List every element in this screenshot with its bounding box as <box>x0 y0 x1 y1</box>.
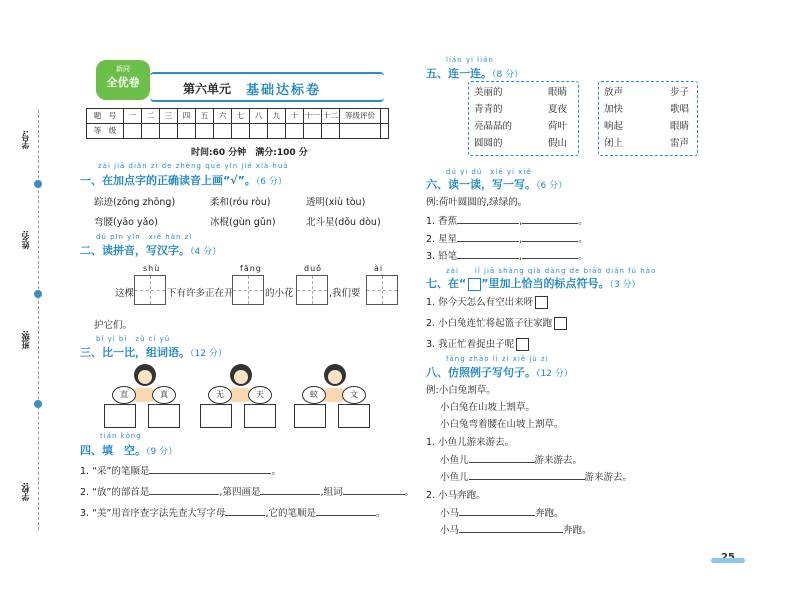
s2-write-box-2[interactable] <box>232 275 264 305</box>
score-col-header: 二 <box>142 109 160 123</box>
s8-q1: 1. 小鱼儿游来游去。 <box>426 437 515 448</box>
pair-char-1a: 直 <box>112 386 136 404</box>
s7-title: 七、在“ ”里加上恰当的标点符号。（3 分） <box>426 277 641 290</box>
s6-blank-1b[interactable] <box>522 214 578 224</box>
pair-illustration-2 <box>200 360 280 430</box>
grade-cell[interactable] <box>160 124 178 138</box>
s1-item-4: 弯腰(yāo yǎo) <box>94 217 158 228</box>
s6-blank-1a[interactable] <box>457 214 519 224</box>
s8-q2-line-1: 小马 奔跑。 <box>440 508 564 519</box>
pair-char-3b: 文 <box>342 386 366 404</box>
s7-item-3: 3. 我正忙着捉虫子呢 <box>426 336 529 351</box>
s2-py-1: shù <box>143 264 161 273</box>
s5-left-match[interactable]: 夏夜 <box>548 104 568 115</box>
school-label: 学校: <box>21 482 30 502</box>
s5-left-item[interactable]: 亮晶晶的 <box>474 121 513 132</box>
s4-q2-blank-2[interactable] <box>260 485 320 495</box>
unit-label: 第六单元 <box>183 82 232 96</box>
time-info: 时间:60 分钟 满分:100 分 <box>191 148 308 158</box>
score-col-header: 九 <box>268 109 286 123</box>
logo-badge <box>96 60 150 100</box>
s1-title: 一、在加点字的正确读音上画“√”。（6 分） <box>80 174 287 187</box>
grade-cell[interactable] <box>286 124 304 138</box>
s2-write-box-3[interactable] <box>296 275 328 305</box>
s4-q2-blank-1[interactable] <box>149 485 219 495</box>
s2-text-3: 的小花 <box>265 288 294 299</box>
s5-right-match[interactable]: 眼睛 <box>670 121 690 132</box>
s8-example-3: 小白兔弯着腰在山坡上割草。 <box>440 419 564 430</box>
pair-char-1b: 真 <box>152 386 176 404</box>
s8-blank-4[interactable] <box>459 523 563 533</box>
s2-title: 二、读拼音，写汉字。（4 分） <box>80 244 222 257</box>
s6-item-1: 1. 香蕉 , 。 <box>426 216 588 227</box>
s5-right-match[interactable]: 歌唱 <box>670 104 690 115</box>
s2-py-4: ài <box>374 264 384 273</box>
grade-cell[interactable] <box>304 124 322 138</box>
s8-blank-3[interactable] <box>459 506 535 516</box>
s7-pinyin: zài lǐ jiā shàng qià dàng de biāo diǎn fú hào <box>446 267 657 275</box>
s7-answer-box-1[interactable] <box>535 296 548 309</box>
s6-item-2: 2. 星星 , 。 <box>426 234 588 245</box>
s3-pinyin: bǐ yi bǐ zǔ cí yǔ <box>96 335 171 343</box>
score-col-header: 十二 <box>322 109 340 123</box>
s8-pinyin: fǎng zhào lì zi xiě jù zi <box>446 355 549 363</box>
answer-box-2a[interactable] <box>200 404 232 428</box>
s2-text-2: 下有许多正在开 <box>167 288 234 299</box>
s5-left-item[interactable]: 美丽的 <box>474 87 503 98</box>
s5-left-item[interactable]: 青青的 <box>474 104 503 115</box>
s6-item-3: 3. 铅笔 , 。 <box>426 251 588 262</box>
s5-left-match[interactable]: 假山 <box>548 138 568 149</box>
s2-write-box-4[interactable] <box>366 275 398 305</box>
s5-right-match[interactable]: 雷声 <box>670 138 690 149</box>
s4-q2: 2. “放”的部首是 ,第四画是 ,组词 。 <box>80 487 415 498</box>
answer-box-3a[interactable] <box>294 404 326 428</box>
grade-cell[interactable] <box>340 124 381 138</box>
pair-char-2b: 天 <box>248 386 272 404</box>
grade-cell[interactable] <box>124 124 142 138</box>
s8-example-1: 例:小白兔割草。 <box>426 385 496 396</box>
s6-title: 六、读一读，写一写。（6 分） <box>426 178 568 191</box>
grade-cell[interactable] <box>214 124 232 138</box>
s5-right-match[interactable]: 步子 <box>670 87 690 98</box>
student-no-label: 学号: <box>21 130 30 150</box>
s5-left-item[interactable]: 圆圆的 <box>474 138 503 149</box>
s7-item-1: 1. 你今天怎么有空出来呀 <box>426 294 548 309</box>
grade-cell[interactable] <box>196 124 214 138</box>
s5-right-item[interactable]: 闭上 <box>604 138 624 149</box>
answer-box-1b[interactable] <box>148 404 180 428</box>
page-number <box>715 545 741 561</box>
s6-blank-3b[interactable] <box>522 249 578 259</box>
score-col-header: 三 <box>160 109 178 123</box>
s6-pinyin: dú yi dú xiě yi xiě <box>446 168 532 176</box>
s2-write-box-1[interactable] <box>134 275 166 305</box>
s2-py-2: fāng <box>240 264 262 273</box>
s2-text-5: 护它们。 <box>94 320 133 331</box>
s8-q1-line-2: 小鱼儿 游来游去。 <box>440 472 633 483</box>
score-col-header: 八 <box>250 109 268 123</box>
grade-cell[interactable] <box>268 124 286 138</box>
s3-title: 三、比一比，组词语。（12 分） <box>80 346 227 359</box>
s1-item-3: 透明(xiù tòu) <box>306 197 366 208</box>
score-col-header: 六 <box>214 109 232 123</box>
binding-margin <box>20 110 60 540</box>
grade-cell[interactable] <box>250 124 268 138</box>
s4-q3-blank-1[interactable] <box>225 506 265 516</box>
s5-right-item[interactable]: 放声 <box>604 87 624 98</box>
s7-item-2: 2. 小白兔连忙将起篮子往家跑 <box>426 315 567 330</box>
s6-blank-2b[interactable] <box>522 232 578 242</box>
s8-example-2: 小白兔在山坡上割草。 <box>440 402 536 413</box>
s4-pinyin: tián kòng <box>100 432 142 440</box>
score-col-header: 等级评价 <box>340 109 381 123</box>
s4-q3-blank-2[interactable] <box>316 506 376 516</box>
logo-line2: 全优卷 <box>106 76 140 89</box>
grade-cell[interactable] <box>142 124 160 138</box>
s6-example: 例:荷叶圆圆的,绿绿的。 <box>426 197 528 208</box>
s5-pinyin: lián yi lián <box>446 56 494 64</box>
grade-cell[interactable] <box>178 124 196 138</box>
s8-q2-line-2: 小马 奔跑。 <box>440 525 592 536</box>
score-col-header: 一 <box>124 109 142 123</box>
s1-item-2: 柔和(róu ròu) <box>210 197 271 208</box>
s1-item-1: 踪迹(zōng zhōng) <box>94 197 176 208</box>
s2-py-3: duǒ <box>304 264 323 273</box>
s4-q2-blank-3[interactable] <box>343 485 405 495</box>
score-col-header: 四 <box>178 109 196 123</box>
s8-blank-2[interactable] <box>469 470 585 480</box>
s8-blank-1[interactable] <box>469 453 535 463</box>
s4-q1-blank[interactable] <box>149 464 271 474</box>
score-col-header: 十一 <box>304 109 322 123</box>
score-col-header: 题 号 <box>87 109 124 123</box>
s5-left-match[interactable]: 眼睛 <box>548 87 568 98</box>
answer-box-3b[interactable] <box>338 404 370 428</box>
s2-pinyin: dú pīn yīn xiě hàn zì <box>96 233 193 241</box>
s7-answer-box-3[interactable] <box>516 338 529 351</box>
answer-box-1a[interactable] <box>104 404 136 428</box>
s4-q1: 1. “采”的笔顺是 。 <box>80 466 281 477</box>
s5-title: 五、连一连。（8 分） <box>426 67 524 80</box>
grade-cell[interactable] <box>322 124 340 138</box>
pair-illustration-3 <box>294 360 374 430</box>
pair-illustration-1 <box>104 360 184 430</box>
answer-box-2b[interactable] <box>244 404 276 428</box>
grade-row-label: 等 级 <box>87 124 124 138</box>
name-label: 姓名: <box>21 230 30 250</box>
s6-blank-3a[interactable] <box>457 249 519 259</box>
s8-q2: 2. 小马奔跑。 <box>426 490 486 501</box>
s4-q3: 3. “美”用音序查字法先查大写字母 ,它的笔顺是 。 <box>80 508 386 519</box>
s5-right-item[interactable]: 加快 <box>604 104 624 115</box>
class-label: 班级: <box>21 330 30 350</box>
s2-text-1: 这棵 <box>115 288 135 299</box>
logo-line1: 新同 <box>116 65 130 73</box>
s1-item-5: 冰棍(gùn gǔn) <box>210 217 276 228</box>
page-title: 基础达标卷 <box>246 83 322 98</box>
score-table <box>86 108 389 139</box>
score-col-header: 五 <box>196 109 214 123</box>
score-col-header: 七 <box>232 109 250 123</box>
pair-char-3a: 蚊 <box>302 386 326 404</box>
s4-title: 四、填 空。（9 分） <box>80 444 178 457</box>
s8-title: 八、仿照例子写句子。（12 分） <box>426 366 573 379</box>
pair-char-2a: 无 <box>208 386 232 404</box>
s8-q1-line-1: 小鱼儿 游来游去。 <box>440 455 583 466</box>
s7-answer-box-2[interactable] <box>554 317 567 330</box>
s1-item-6: 北斗星(dǒu dòu) <box>306 217 381 228</box>
s1-pinyin: zài jiā diǎn zì de zhèng què yīn jié xià huà <box>98 162 289 170</box>
score-col-header: 十 <box>286 109 304 123</box>
s2-text-4: ,我们要 <box>329 288 361 299</box>
s6-blank-2a[interactable] <box>457 232 519 242</box>
punct-box-icon <box>468 278 481 291</box>
grade-cell[interactable] <box>232 124 250 138</box>
s5-right-item[interactable]: 响起 <box>604 121 624 132</box>
s5-left-match[interactable]: 荷叶 <box>548 121 568 132</box>
